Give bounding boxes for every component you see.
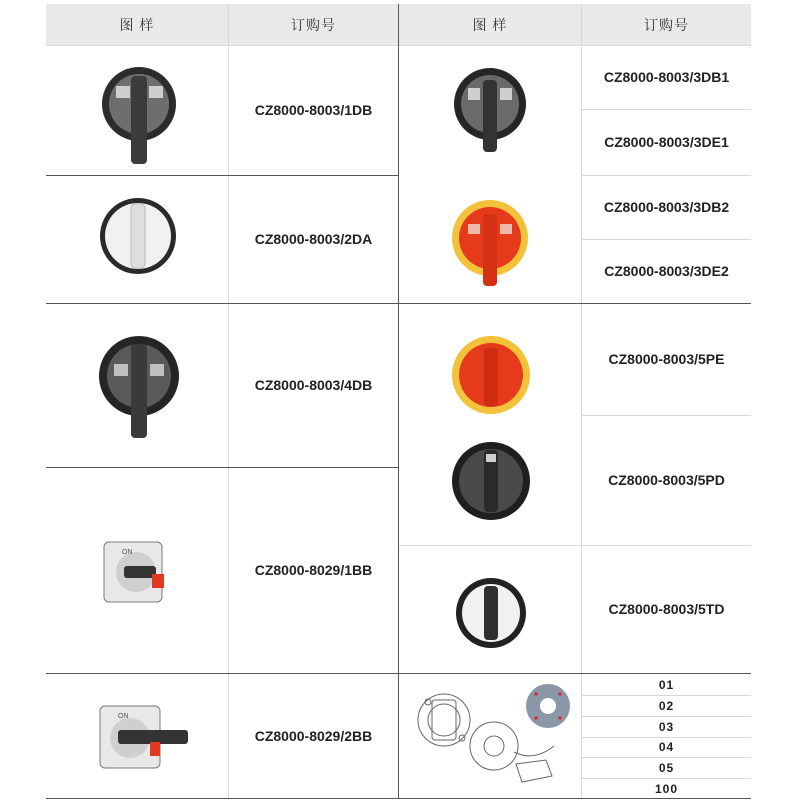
header-label: 订购号 (644, 16, 689, 33)
part-number-04: 04 (658, 740, 675, 754)
grid-line (399, 673, 751, 674)
product-table (46, 4, 751, 799)
grid-line (46, 798, 751, 799)
grid-line (582, 695, 751, 696)
grid-line (582, 239, 751, 240)
small-red-handle-switch-icon (102, 540, 172, 606)
order-code-3DE1: CZ8000-8003/3DE1 (604, 134, 729, 150)
switch-on-label: ON (118, 713, 129, 720)
grid-line (582, 109, 751, 110)
part-number-05: 05 (658, 760, 675, 775)
order-code-5PD: CZ8000-8003/5PD (608, 472, 725, 488)
header-right-code (582, 4, 751, 45)
grid-line (46, 673, 398, 674)
grid-line (399, 545, 751, 546)
exploded-parts-diagram-icon (404, 680, 580, 790)
black-white-rotary-handle-icon (454, 576, 528, 650)
grid-line (399, 45, 751, 46)
grid-line (46, 303, 398, 304)
order-code-3DB1: CZ8000-8003/3DB1 (603, 69, 730, 85)
part-number-01: 01 (658, 678, 675, 692)
grid-line (46, 175, 398, 176)
order-code-5PE: CZ8000-8003/5PE (608, 351, 725, 367)
order-code-1DB: CZ8000-8003/1DB (254, 102, 373, 118)
order-code-3DB2: CZ8000-8003/3DB2 (603, 199, 730, 215)
header-label: 图 样 (472, 16, 508, 33)
header-label: 订购号 (291, 16, 336, 33)
part-number-02: 02 (658, 698, 675, 713)
red-yellow-rotary-handle-icon (450, 334, 532, 416)
order-code-2DA: CZ8000-8003/2DA (254, 231, 373, 247)
grid-line (582, 175, 751, 176)
part-number-100: 100 (654, 781, 679, 796)
long-black-handle-switch-icon (98, 704, 194, 774)
black-rotary-handle-icon (94, 334, 184, 438)
black-rotary-handle-icon (450, 440, 532, 522)
order-code-2BB: CZ8000-8029/2BB (254, 728, 373, 744)
grid-line (46, 45, 398, 46)
grid-line (399, 303, 751, 304)
order-code-3DE2: CZ8000-8003/3DE2 (604, 263, 729, 279)
white-rotary-handle-icon (98, 196, 178, 276)
header-label: 图 样 (119, 16, 155, 33)
order-code-1BB: CZ8000-8029/1BB (254, 562, 373, 578)
grid-line (582, 415, 751, 416)
grid-line (46, 467, 398, 468)
switch-on-label: ON (122, 549, 133, 556)
grid-line (581, 4, 582, 799)
part-number-03: 03 (658, 719, 675, 734)
header-left-image (46, 4, 228, 45)
black-rotary-handle-icon (448, 66, 532, 156)
order-code-5TD: CZ8000-8003/5TD (608, 601, 725, 617)
order-code-4DB: CZ8000-8003/4DB (254, 377, 373, 393)
grid-line (582, 778, 751, 779)
grid-line (582, 757, 751, 758)
red-yellow-rotary-handle-icon (448, 200, 532, 290)
header-right-image (399, 4, 581, 45)
grid-line (582, 737, 751, 738)
header-left-code (229, 4, 398, 45)
black-rotary-handle-icon (94, 64, 184, 164)
grid-line (398, 4, 399, 799)
grid-line (582, 716, 751, 717)
grid-line (228, 4, 229, 799)
